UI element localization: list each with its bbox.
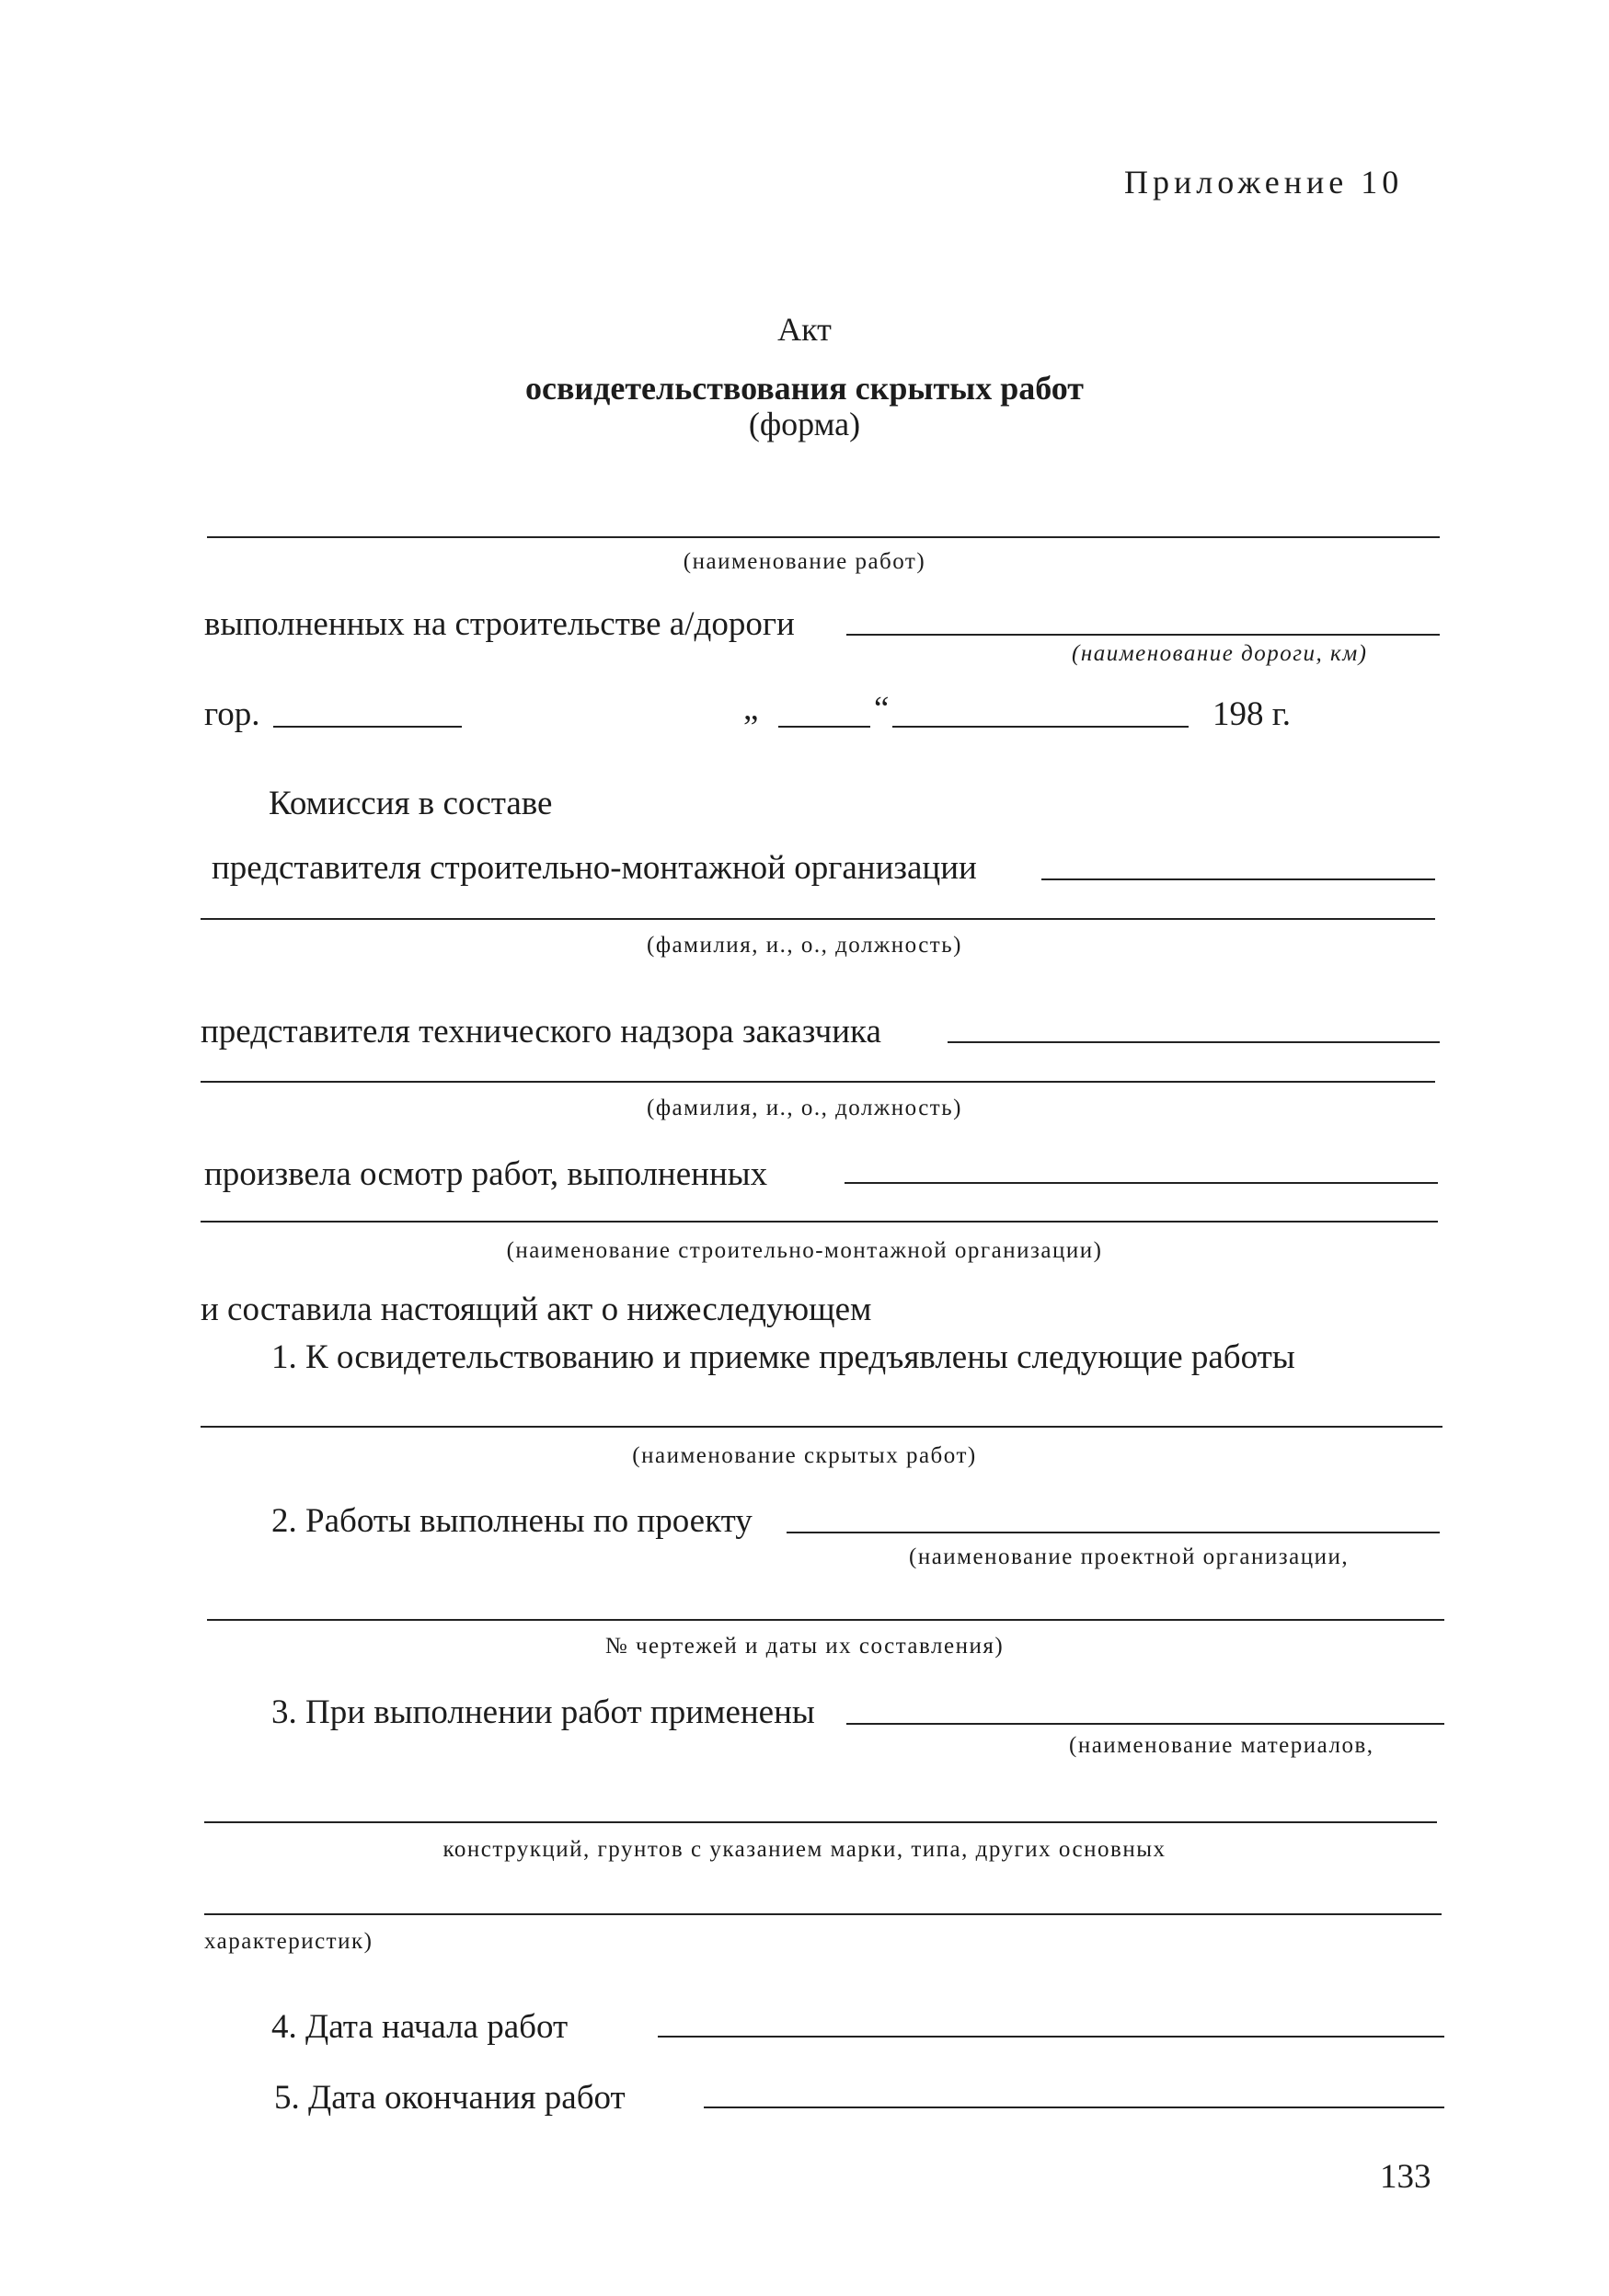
city-field[interactable] [273,726,462,728]
item-3-label: 3. При выполнении работ применены [271,1693,815,1731]
city-label: гор. [204,695,260,733]
supervision-rep-label: представителя технического надзора заказчика [201,1013,881,1050]
item-1-label: 1. К освидетельствованию и приемке предъявлены следующие работы [271,1338,1295,1376]
supervision-rep-field[interactable] [948,1041,1440,1043]
compiled-label: и составила настоящий акт о нижеследующем [201,1291,872,1328]
work-name-line[interactable] [207,536,1440,538]
design-org-caption: (наименование проектной организации, [909,1544,1350,1569]
characteristics-caption: характеристик) [204,1929,374,1954]
supervision-rep-caption: (фамилия, и., о., должность) [647,1096,962,1120]
contractor-rep-label: представителя строительно-монтажной организации [212,849,977,887]
hidden-works-field[interactable] [201,1426,1442,1428]
work-name-caption: (наименование работ) [683,549,926,574]
constructions-line[interactable] [204,1821,1437,1823]
act-subtitle: освидетельствования скрытых работ [524,370,1084,407]
inspected-field[interactable] [845,1182,1438,1184]
contractor-rep-field[interactable] [1041,878,1435,880]
commission-label: Комиссия в составе [269,785,553,822]
constructions-caption: конструкций, грунтов с указанием марки, типа, других основных [442,1837,1167,1862]
road-name-field[interactable] [846,634,1440,636]
date-day-field[interactable] [778,726,870,728]
contractor-rep-line-2[interactable] [201,918,1435,920]
road-label: выполненных на строительстве а/дороги [204,605,795,643]
design-field[interactable] [787,1532,1440,1533]
item-4-label: 4. Дата начала работ [271,2008,569,2046]
inspected-label: произвела осмотр работ, выполненных [204,1155,768,1193]
date-month-field[interactable] [892,726,1189,728]
characteristics-line[interactable] [204,1913,1442,1915]
hidden-works-caption: (наименование скрытых работ) [632,1443,977,1468]
org-name-line[interactable] [201,1221,1438,1223]
end-date-field[interactable] [704,2107,1444,2108]
materials-caption: (наименование материалов, [1069,1733,1374,1758]
supervision-rep-line-2[interactable] [201,1081,1435,1083]
start-date-field[interactable] [658,2036,1444,2038]
org-name-caption: (наименование строительно-монтажной организации) [506,1238,1103,1263]
road-name-caption: (наименование дороги, км) [1072,641,1368,666]
contractor-rep-caption: (фамилия, и., о., должность) [647,933,962,958]
drawings-line[interactable] [207,1619,1444,1621]
date-quote-open: „ [743,690,759,728]
materials-field[interactable] [846,1723,1444,1725]
year-label: 198 г. [1212,695,1292,733]
item-5-label: 5. Дата окончания работ [274,2079,626,2117]
date-quote-close: “ [874,690,890,728]
appendix-label: Приложение 10 [1124,164,1404,201]
item-2-label: 2. Работы выполнены по проекту [271,1502,753,1540]
act-title: Акт [777,311,832,348]
drawings-caption: № чертежей и даты их составления) [604,1634,1005,1659]
form-note: (форма) [748,406,861,442]
page-number: 133 [1380,2158,1431,2196]
